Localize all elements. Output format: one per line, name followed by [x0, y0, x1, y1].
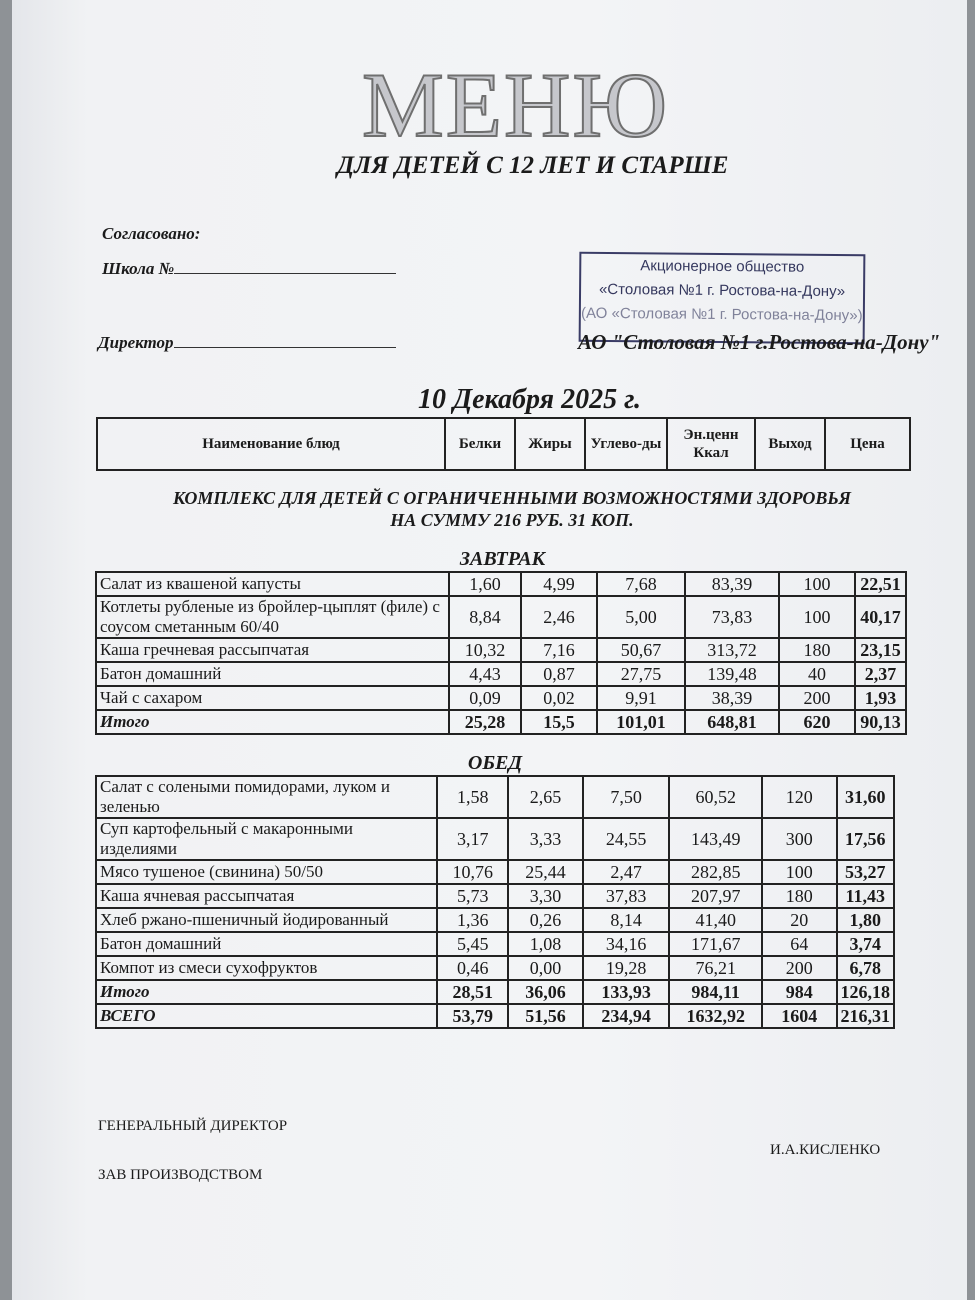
complex-price: НА СУММУ 216 РУБ. 31 КОП.	[390, 510, 634, 530]
cell-protein: 0,46	[437, 956, 508, 980]
cell-yield: 180	[779, 638, 855, 662]
cell-protein: 1,58	[437, 776, 508, 818]
cell-yield: 20	[762, 908, 836, 932]
cell-kcal: 282,85	[669, 860, 762, 884]
table-row	[96, 860, 894, 884]
cell-protein: 5,73	[437, 884, 508, 908]
cell-dish-name: Каша гречневая рассыпчатая	[96, 638, 449, 662]
cell-kcal: 76,21	[669, 956, 762, 980]
cell-fat: 51,56	[508, 1004, 583, 1028]
cell-fat: 15,5	[521, 710, 597, 734]
cell-yield: 120	[762, 776, 836, 818]
cell-carbs: 101,01	[597, 710, 685, 734]
menu-subtitle: ДЛЯ ДЕТЕЙ С 12 ЛЕТ И СТАРШЕ	[337, 152, 729, 179]
cell-yield: 100	[762, 860, 836, 884]
cell-dish-name: Батон домашний	[96, 932, 437, 956]
cell-price: 3,74	[837, 932, 895, 956]
agreed-label: Согласовано:	[102, 224, 201, 243]
cell-carbs: 50,67	[597, 638, 685, 662]
cell-kcal: 41,40	[669, 908, 762, 932]
cell-carbs: 19,28	[583, 956, 670, 980]
cell-carbs: 27,75	[597, 662, 685, 686]
cell-price: 11,43	[837, 884, 895, 908]
cell-protein: 8,84	[449, 596, 521, 638]
col-dish: Наименование блюд	[97, 418, 445, 470]
cell-price: 1,93	[855, 686, 906, 710]
cell-protein: 0,09	[449, 686, 521, 710]
menu-sheet	[12, 0, 967, 1300]
organization-name: АО "Столовая №1 г.Ростова-на-Дону"	[578, 330, 941, 354]
cell-carbs: 9,91	[597, 686, 685, 710]
cell-fat: 0,00	[508, 956, 583, 980]
lunch-section	[95, 752, 895, 1029]
cell-yield: 64	[762, 932, 836, 956]
cell-price: 31,60	[837, 776, 895, 818]
school-field	[102, 259, 396, 279]
stamp-line: Акционерное общество	[640, 257, 805, 276]
table-row	[96, 956, 894, 980]
cell-protein: 10,76	[437, 860, 508, 884]
col-protein: Белки	[445, 418, 515, 470]
cell-kcal: 139,48	[685, 662, 779, 686]
table-row	[96, 638, 906, 662]
col-price: Цена	[825, 418, 910, 470]
cell-dish-name: Чай с сахаром	[96, 686, 449, 710]
cell-fat: 25,44	[508, 860, 583, 884]
school-label: Школа №	[102, 259, 175, 278]
table-row	[96, 662, 906, 686]
cell-kcal: 73,83	[685, 596, 779, 638]
cell-yield: 984	[762, 980, 836, 1004]
cell-yield: 620	[779, 710, 855, 734]
breakfast-table	[95, 571, 907, 735]
cell-protein: 3,17	[437, 818, 508, 860]
col-fat: Жиры	[515, 418, 585, 470]
table-row	[96, 908, 894, 932]
cell-carbs: 5,00	[597, 596, 685, 638]
col-kcal: Эн.ценн Ккал	[667, 418, 755, 470]
cell-dish-name: ВСЕГО	[96, 1004, 437, 1028]
cell-protein: 10,32	[449, 638, 521, 662]
cell-price: 40,17	[855, 596, 906, 638]
cell-dish-name: Салат из квашеной капусты	[96, 572, 449, 596]
cell-protein: 1,60	[449, 572, 521, 596]
table-row	[96, 1004, 894, 1028]
complex-description	[142, 487, 882, 531]
cell-fat: 2,65	[508, 776, 583, 818]
cell-price: 6,78	[837, 956, 895, 980]
director-name: И.А.КИСЛЕНКО	[770, 1142, 881, 1158]
cell-yield: 180	[762, 884, 836, 908]
cell-dish-name: Батон домашний	[96, 662, 449, 686]
column-header-table	[96, 417, 911, 471]
col-carbs: Углево-ды	[585, 418, 667, 470]
cell-dish-name: Хлеб ржано-пшеничный йодированный	[96, 908, 437, 932]
cell-price: 1,80	[837, 908, 895, 932]
table-row	[96, 572, 906, 596]
table-row	[96, 776, 894, 818]
cell-protein: 4,43	[449, 662, 521, 686]
cell-fat: 4,99	[521, 572, 597, 596]
cell-fat: 3,30	[508, 884, 583, 908]
menu-title: МЕНЮ	[362, 54, 669, 156]
cell-price: 23,15	[855, 638, 906, 662]
table-row	[96, 818, 894, 860]
cell-carbs: 234,94	[583, 1004, 670, 1028]
cell-kcal: 60,52	[669, 776, 762, 818]
lunch-title: ОБЕД	[467, 752, 523, 774]
cell-dish-name: Мясо тушеное (свинина) 50/50	[96, 860, 437, 884]
cell-protein: 28,51	[437, 980, 508, 1004]
cell-price: 17,56	[837, 818, 895, 860]
cell-yield: 1604	[762, 1004, 836, 1028]
director-label: Директор	[98, 333, 174, 352]
cell-protein: 53,79	[437, 1004, 508, 1028]
cell-fat: 2,46	[521, 596, 597, 638]
complex-line: КОМПЛЕКС ДЛЯ ДЕТЕЙ С ОГРАНИЧЕННЫМИ ВОЗМОЖНОСТЯМИ ЗДОРОВЬЯ	[172, 488, 852, 508]
cell-carbs: 24,55	[583, 818, 670, 860]
cell-kcal: 313,72	[685, 638, 779, 662]
cell-dish-name: Суп картофельный с макаронными изделиями	[96, 818, 437, 860]
menu-date: 10 Декабря 2025 г.	[418, 384, 642, 415]
cell-protein: 5,45	[437, 932, 508, 956]
cell-carbs: 7,50	[583, 776, 670, 818]
breakfast-title: ЗАВТРАК	[459, 548, 546, 570]
cell-carbs: 7,68	[597, 572, 685, 596]
cell-carbs: 34,16	[583, 932, 670, 956]
cell-fat: 3,33	[508, 818, 583, 860]
cell-kcal: 38,39	[685, 686, 779, 710]
cell-kcal: 207,97	[669, 884, 762, 908]
cell-price: 2,37	[855, 662, 906, 686]
cell-price: 22,51	[855, 572, 906, 596]
cell-price: 90,13	[855, 710, 906, 734]
cell-fat: 0,02	[521, 686, 597, 710]
cell-yield: 40	[779, 662, 855, 686]
cell-kcal: 648,81	[685, 710, 779, 734]
cell-carbs: 2,47	[583, 860, 670, 884]
cell-kcal: 143,49	[669, 818, 762, 860]
cell-price: 53,27	[837, 860, 895, 884]
cell-protein: 25,28	[449, 710, 521, 734]
production-head-label: ЗАВ ПРОИЗВОДСТВОМ	[98, 1167, 263, 1183]
cell-dish-name: Котлеты рубленые из бройлер-цыплят (филе) с соусом сметанным 60/40	[96, 596, 449, 638]
school-line	[174, 259, 396, 274]
cell-fat: 0,87	[521, 662, 597, 686]
cell-yield: 200	[779, 686, 855, 710]
cell-dish-name: Итого	[96, 710, 449, 734]
cell-price: 126,18	[837, 980, 895, 1004]
cell-kcal: 171,67	[669, 932, 762, 956]
table-row	[96, 710, 906, 734]
table-row	[96, 980, 894, 1004]
cell-dish-name: Компот из смеси сухофруктов	[96, 956, 437, 980]
stamp-line: (АО «Столовая №1 г. Ростова-на-Дону»)	[580, 304, 863, 325]
cell-protein: 1,36	[437, 908, 508, 932]
breakfast-section	[95, 548, 910, 735]
cell-yield: 200	[762, 956, 836, 980]
cell-carbs: 37,83	[583, 884, 670, 908]
cell-yield: 300	[762, 818, 836, 860]
cell-yield: 100	[779, 572, 855, 596]
table-row	[96, 932, 894, 956]
cell-kcal: 83,39	[685, 572, 779, 596]
table-row	[96, 884, 894, 908]
general-director-label: ГЕНЕРАЛЬНЫЙ ДИРЕКТОР	[98, 1118, 288, 1134]
cell-dish-name: Итого	[96, 980, 437, 1004]
cell-carbs: 8,14	[583, 908, 670, 932]
cell-fat: 7,16	[521, 638, 597, 662]
table-row	[96, 686, 906, 710]
cell-price: 216,31	[837, 1004, 895, 1028]
cell-fat: 0,26	[508, 908, 583, 932]
director-field	[98, 333, 396, 353]
cell-kcal: 984,11	[669, 980, 762, 1004]
cell-fat: 1,08	[508, 932, 583, 956]
cell-dish-name: Салат с солеными помидорами, луком и зеленью	[96, 776, 437, 818]
director-line	[174, 333, 396, 348]
cell-yield: 100	[779, 596, 855, 638]
table-row	[96, 596, 906, 638]
cell-carbs: 133,93	[583, 980, 670, 1004]
stamp-line: «Столовая №1 г. Ростова-на-Дону»	[598, 280, 846, 301]
lunch-table	[95, 775, 895, 1029]
cell-dish-name: Каша ячневая рассыпчатая	[96, 884, 437, 908]
cell-fat: 36,06	[508, 980, 583, 1004]
col-yield: Выход	[755, 418, 825, 470]
cell-kcal: 1632,92	[669, 1004, 762, 1028]
